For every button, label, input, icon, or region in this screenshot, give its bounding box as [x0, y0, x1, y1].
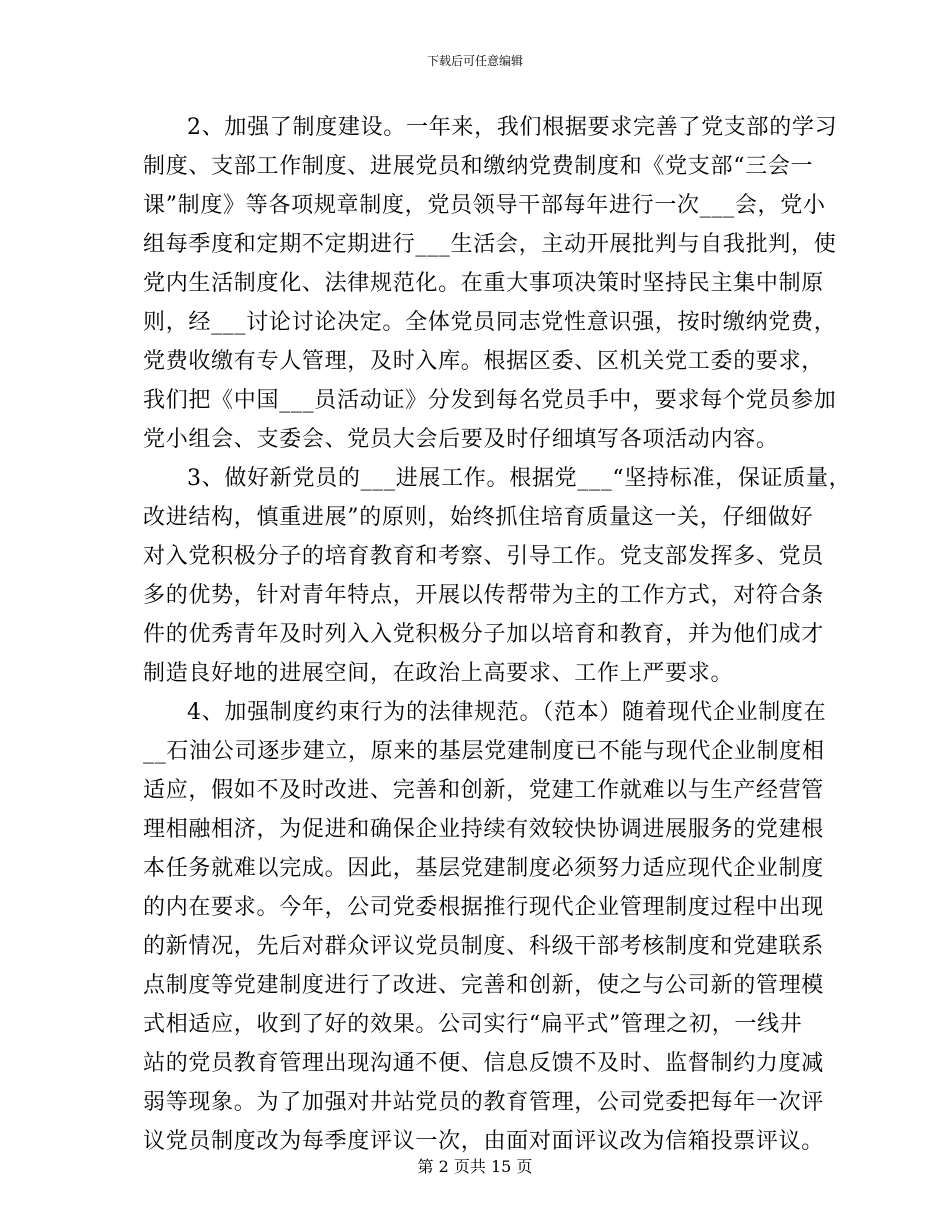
- text-line: 我们把《中国___员活动证》分发到每名党员手中，要求每个党员参加: [143, 388, 837, 413]
- text-line: 改进结构，慎重进展”的原则，始终抓住培育质量这一关，仔细做好: [143, 505, 814, 530]
- text-line: 式相适应，收到了好的效果。公司实行“扁平式”管理之初，一线井: [143, 1012, 803, 1037]
- paragraph-3: [143, 693, 827, 1161]
- text-line: 议党员制度改为每季度评议一次，由面对面评议改为信箱投票评议。: [143, 1129, 825, 1154]
- text-line: 制造良好地的进展空间，在政治上高要求、工作上严要求。: [143, 661, 734, 686]
- text-line: 的内在要求。今年，公司党委根据推行现代企业管理制度过程中出现: [143, 895, 825, 920]
- text-line: 理相融相济，为促进和确保企业持续有效较快协调进展服务的党建根: [143, 817, 825, 842]
- text-line: 制度、支部工作制度、进展党员和缴纳党费制度和《党支部“三会一: [143, 154, 814, 179]
- text-line: 3、做好新党员的___进展工作。根据党___“坚持标准，保证质量，: [187, 466, 852, 491]
- text-line: 组每季度和定期不定期进行___生活会，主动开展批判与自我批判，使: [143, 232, 837, 257]
- text-line: 的新情况，先后对群众评议党员制度、科级干部考核制度和党建联系: [143, 934, 825, 959]
- page-number-footer: 第 2 页共 15 页: [417, 1157, 533, 1176]
- text-line: 则，经___讨论讨论决定。全体党员同志党性意识强，按时缴纳党费，: [143, 310, 837, 335]
- text-line: 适应，假如不及时改进、完善和创新，党建工作就难以与生产经营管: [143, 778, 825, 803]
- text-line: 党费收缴有专人管理，及时入库。根据区委、区机关党工委的要求，: [143, 349, 825, 374]
- text-line: 课”制度》等各项规章制度，党员领导干部每年进行一次___会，党小: [143, 193, 826, 218]
- text-line: 站的党员教育管理出现沟通不便、信息反馈不及时、监督制约力度减: [143, 1051, 825, 1076]
- text-line: 件的优秀青年及时列入入党积极分子加以培育和教育，并为他们成才: [143, 622, 825, 647]
- document-body: [143, 108, 852, 1161]
- text-line: 党小组会、支委会、党员大会后要及时仔细填写各项活动内容。: [143, 427, 779, 452]
- text-line: 多的优势，针对青年特点，开展以传帮带为主的工作方式，对符合条: [143, 583, 825, 608]
- text-line: 点制度等党建制度进行了改进、完善和创新，使之与公司新的管理模: [143, 973, 825, 998]
- paragraph-2: [143, 459, 852, 693]
- text-line: 4、加强制度约束行为的法律规范。（范本）随着现代企业制度在: [187, 700, 827, 725]
- page-header: 下载后可任意编辑: [426, 54, 523, 68]
- text-line: 对入党积极分子的培育教育和考察、引导工作。党支部发挥多、党员: [143, 544, 825, 569]
- text-line: 党内生活制度化、法律规范化。在重大事项决策时坚持民主集中制原: [143, 271, 825, 296]
- text-line: 弱等现象。为了加强对井站党员的教育管理，公司党委把每年一次评: [143, 1090, 825, 1115]
- text-line: __石油公司逐步建立，原来的基层党建制度已不能与现代企业制度相: [143, 739, 825, 764]
- text-line: 2、加强了制度建设。一年来，我们根据要求完善了党支部的学习: [187, 115, 838, 140]
- paragraph-1: [143, 108, 838, 459]
- text-line: 本任务就难以完成。因此，基层党建制度必须努力适应现代企业制度: [143, 856, 825, 881]
